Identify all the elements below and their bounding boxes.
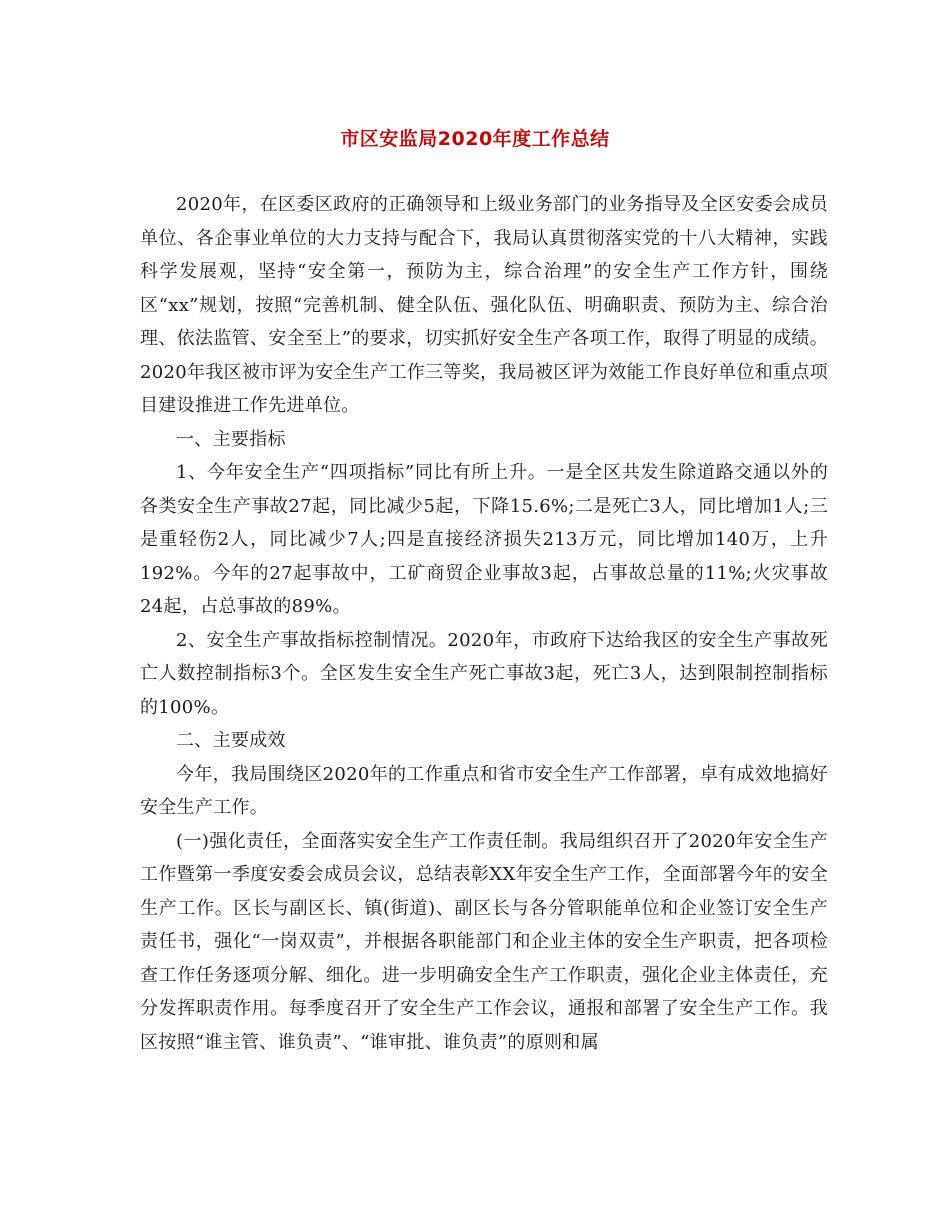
section-heading-main-results: 二、主要成效 (176, 730, 286, 751)
document-title: 市区安监局2020年度工作总结 (340, 128, 610, 150)
document-body (140, 188, 828, 1059)
section-heading-main-indicators: 一、主要指标 (176, 428, 286, 450)
paragraph-results-intro: 今年，我局围绕区2020年的工作重点和省市安全生产工作部署，卓有成效地搞好安全生产工作。 (140, 763, 828, 818)
paragraph-indicator-2: 2、安全生产事故指标控制情况。2020年，市政府下达给我区的安全生产事故死亡人数控制指标3个。全区发生安全生产死亡事故3起，死亡3人，达到限制控制指标的100%。 (140, 629, 828, 718)
paragraph-intro: 2020年，在区委区政府的正确领导和上级业务部门的业务指导及全区安委会成员单位、各企事业单位的大力支持与配合下，我局认真贯彻落实党的十八大精神，实践科学发展观，坚持“安全第一，预防为主，综合治理”的安全生产工作方针，围绕区“xx”规划，按照“完善机制、健全队伍、强化队伍、明确职责、预防为主、综合治理、依法监管、安全至上”的要求，切实抓好安全生产各项工作，取得了明显的成绩。2020年我区被市评为安全生产工作三等奖，我局被区评为效能工作良好单位和重点项目建设推进工作先进单位。 (140, 194, 828, 416)
paragraph-indicator-1: 1、今年安全生产“四项指标”同比有所上升。一是全区共发生除道路交通以外的各类安全生产事故27起，同比减少5起，下降15.6%;二是死亡3人，同比增加1人;三是重轻伤2人，同比减少7人;四是直接经济损失213万元，同比增加140万，上升192%。今年的27起事故中，工矿商贸企业事故3起，占事故总量的11%;火灾事故24起，占总事故的89%。 (140, 462, 828, 617)
paragraph-results-1: (一)强化责任，全面落实安全生产工作责任制。我局组织召开了2020年安全生产工作暨第一季度安委会成员会议，总结表彰XX年安全生产工作，全面部署今年的安全生产工作。区长与副区长、镇(街道)、副区长与各分管职能单位和企业签订安全生产责任书，强化“一岗双责”，并根据各职能部门和企业主体的安全生产职责，把各项检查工作任务逐项分解、细化。进一步明确安全生产工作职责，强化企业主体责任，充分发挥职责作用。每季度召开了安全生产工作会议，通报和部署了安全生产工作。我区按照“谁主管、谁负责”、“谁审批、谁负责”的原则和属 (140, 830, 828, 1053)
